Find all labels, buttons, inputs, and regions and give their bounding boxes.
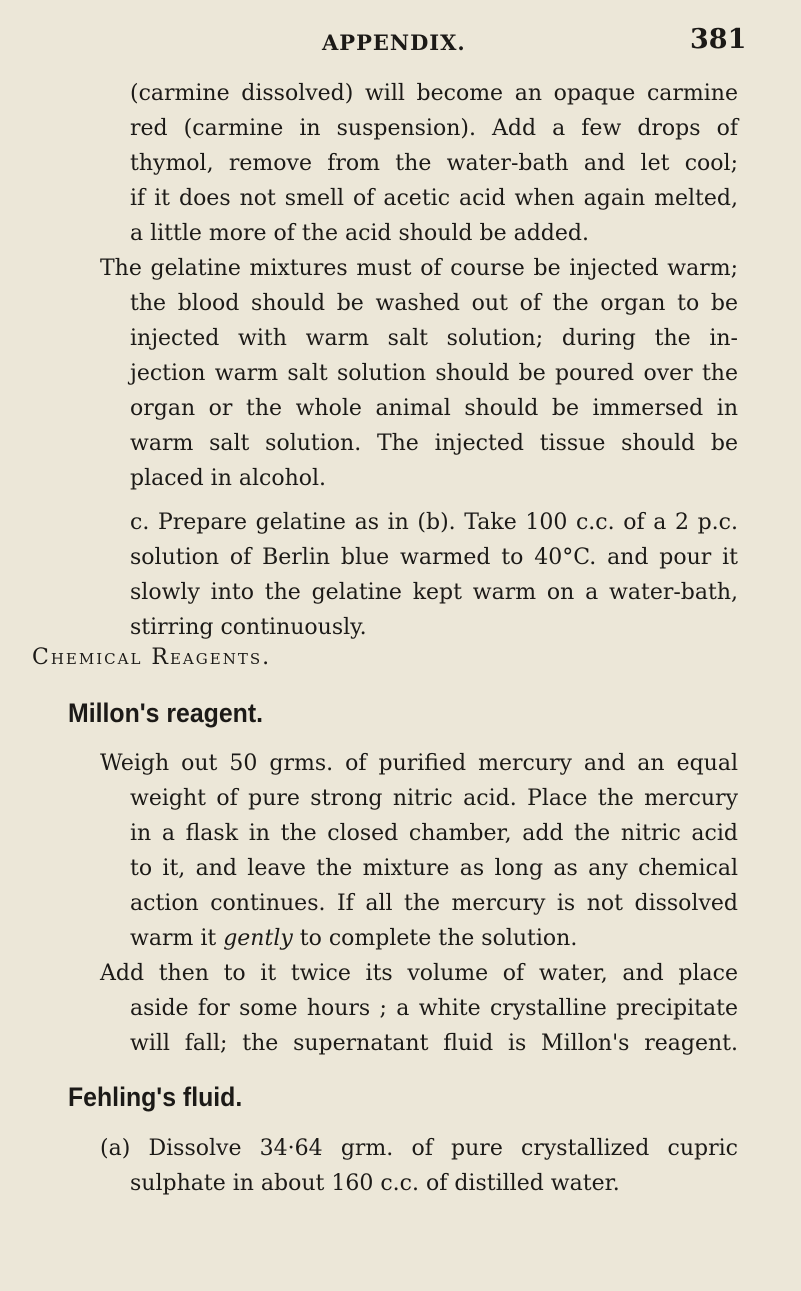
text-line: to it, and leave the mixture as long as any chemical bbox=[130, 856, 738, 881]
text-line: Add then to it twice its volume of water, and place bbox=[100, 961, 738, 986]
section-heading: Chemical Reagents. bbox=[32, 645, 272, 670]
text-line: The gelatine mixtures must of course be injected warm; bbox=[100, 256, 738, 281]
text-line: sulphate in about 160 c.c. of distilled water. bbox=[130, 1171, 620, 1196]
text-line: Weigh out 50 grms. of purified mercury and an equal bbox=[100, 751, 738, 776]
text-line: jection warm salt solution should be poured over the bbox=[130, 361, 738, 386]
text-line: (carmine dissolved) will become an opaque carmine bbox=[130, 81, 738, 106]
text-line: will fall; the supernatant fluid is Millon's reagent. bbox=[130, 1031, 738, 1056]
text-line: injected with warm salt solution; during the in- bbox=[130, 326, 738, 351]
text-line: the blood should be washed out of the organ to be bbox=[130, 291, 738, 316]
text-fragment: warm it bbox=[130, 926, 217, 951]
text-line: warm salt solution. The injected tissue should be bbox=[130, 431, 738, 456]
text-line: thymol, remove from the water-bath and let cool; bbox=[130, 151, 738, 176]
text-line: a little more of the acid should be added. bbox=[130, 221, 589, 246]
text-line: weight of pure strong nitric acid. Place the mercury bbox=[130, 786, 738, 811]
subheading-millon: Millon's reagent. bbox=[68, 698, 263, 728]
text-line-mixed bbox=[130, 923, 577, 955]
text-line: solution of Berlin blue warmed to 40°C. and pour it bbox=[130, 545, 738, 570]
text-line: action continues. If all the mercury is not dissolved bbox=[130, 891, 738, 916]
running-title: APPENDIX. bbox=[322, 30, 466, 55]
text-line: if it does not smell of acetic acid when again melted, bbox=[130, 186, 738, 211]
text-line: aside for some hours ; a white crystalline precipitate bbox=[130, 996, 738, 1021]
text-line: slowly into the gelatine kept warm on a water-bath, bbox=[130, 580, 738, 605]
text-line: placed in alcohol. bbox=[130, 466, 327, 491]
text-line: red (carmine in suspension). Add a few drops of bbox=[130, 116, 738, 141]
text-line: (a) Dissolve 34·64 grm. of pure crystallized cupric bbox=[100, 1136, 738, 1161]
text-fragment: to complete the solution. bbox=[299, 926, 578, 951]
text-line: in a flask in the closed chamber, add the nitric acid bbox=[130, 821, 738, 846]
subheading-fehling: Fehling's fluid. bbox=[68, 1082, 243, 1112]
text-line: organ or the whole animal should be immersed in bbox=[130, 396, 738, 421]
text-line: stirring continuously. bbox=[130, 615, 367, 640]
italic-fragment: gently bbox=[223, 926, 293, 951]
text-line: c. Prepare gelatine as in (b). Take 100 c.c. of a 2 p.c. bbox=[130, 510, 738, 535]
page-number: 381 bbox=[690, 24, 747, 55]
running-head bbox=[0, 24, 801, 60]
